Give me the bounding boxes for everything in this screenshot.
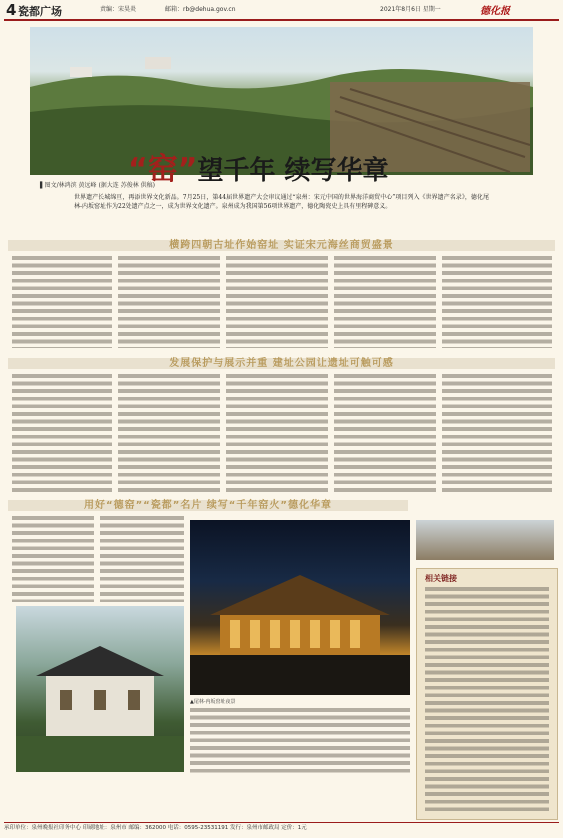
article-text-block [12, 256, 112, 348]
building-photo [16, 606, 184, 772]
headline-kiln: “窑” [128, 152, 198, 187]
article-text-block [12, 374, 112, 492]
article-text-block [12, 516, 94, 602]
related-links-title: 相关链接 [425, 574, 457, 583]
exhibit-photo [416, 520, 554, 560]
photo-caption: ▲尾林-内坂窑址夜景 [190, 699, 236, 705]
article-text-block [100, 516, 184, 602]
night-pavilion-illustration [190, 520, 410, 695]
article-text-block [442, 256, 552, 348]
footer-text: 承印单位：泉州晚报社印务中心 印刷地址：泉州市 邮编：362000 电话：0595-23531191 发行：泉州市邮政局 定价：1元 [4, 825, 307, 831]
byline: ▌图文/林鸿滨 黄远峰 (据大连 苏俊林 供稿) [40, 182, 155, 189]
article-text-block [190, 708, 410, 774]
section-name: 瓷都广场 [18, 5, 62, 18]
date: 2021年8月6日 星期一 [380, 6, 441, 13]
headline [128, 144, 389, 188]
article-text-block [226, 256, 328, 348]
section-heading-1: 横跨四朝古址作始窑址 实证宋元海丝商贸盛景 [8, 240, 555, 251]
article-text-block [442, 374, 552, 492]
night-kiln-photo [190, 520, 410, 695]
editor: 责编：宋昊炎 [100, 6, 137, 13]
page-header [0, 0, 563, 18]
article-text-block [226, 374, 328, 492]
related-links-text [425, 587, 549, 811]
article-text-block [334, 374, 436, 492]
page-footer [4, 822, 559, 837]
header-divider [4, 19, 559, 21]
section-heading-2: 发展保护与展示并重 建址公园让遗址可触可感 [8, 358, 555, 369]
newspaper-logo: 德化报 [480, 6, 510, 17]
email[interactable]: 邮箱：rb@dehua.gov.cn [165, 6, 236, 13]
page-number: 4 [6, 1, 17, 19]
building-illustration [16, 606, 184, 772]
lead-paragraph: 世界遗产长城绵亘，再添世界文化新品。7月25日，第44届世界遗产大会审议通过“泉州：宋元中国的世界海洋商贸中心”项目列入《世界遗产名录》，德化尾林-内坂窑址作为22处遗产点之一，成为世界文化遗产。泉州成为我国第56项世界遗产，德化陶瓷史上具有里程碑意义。 [74, 194, 489, 210]
related-links-box [416, 568, 558, 820]
article-text-block [118, 256, 220, 348]
article-text-block [118, 374, 220, 492]
section-heading-3: 用好“德窑”“瓷都”名片 续写“千年窑火”德化华章 [8, 500, 408, 511]
headline-rest: 望千年 续写华章 [197, 156, 389, 186]
article-text-block [334, 256, 436, 348]
